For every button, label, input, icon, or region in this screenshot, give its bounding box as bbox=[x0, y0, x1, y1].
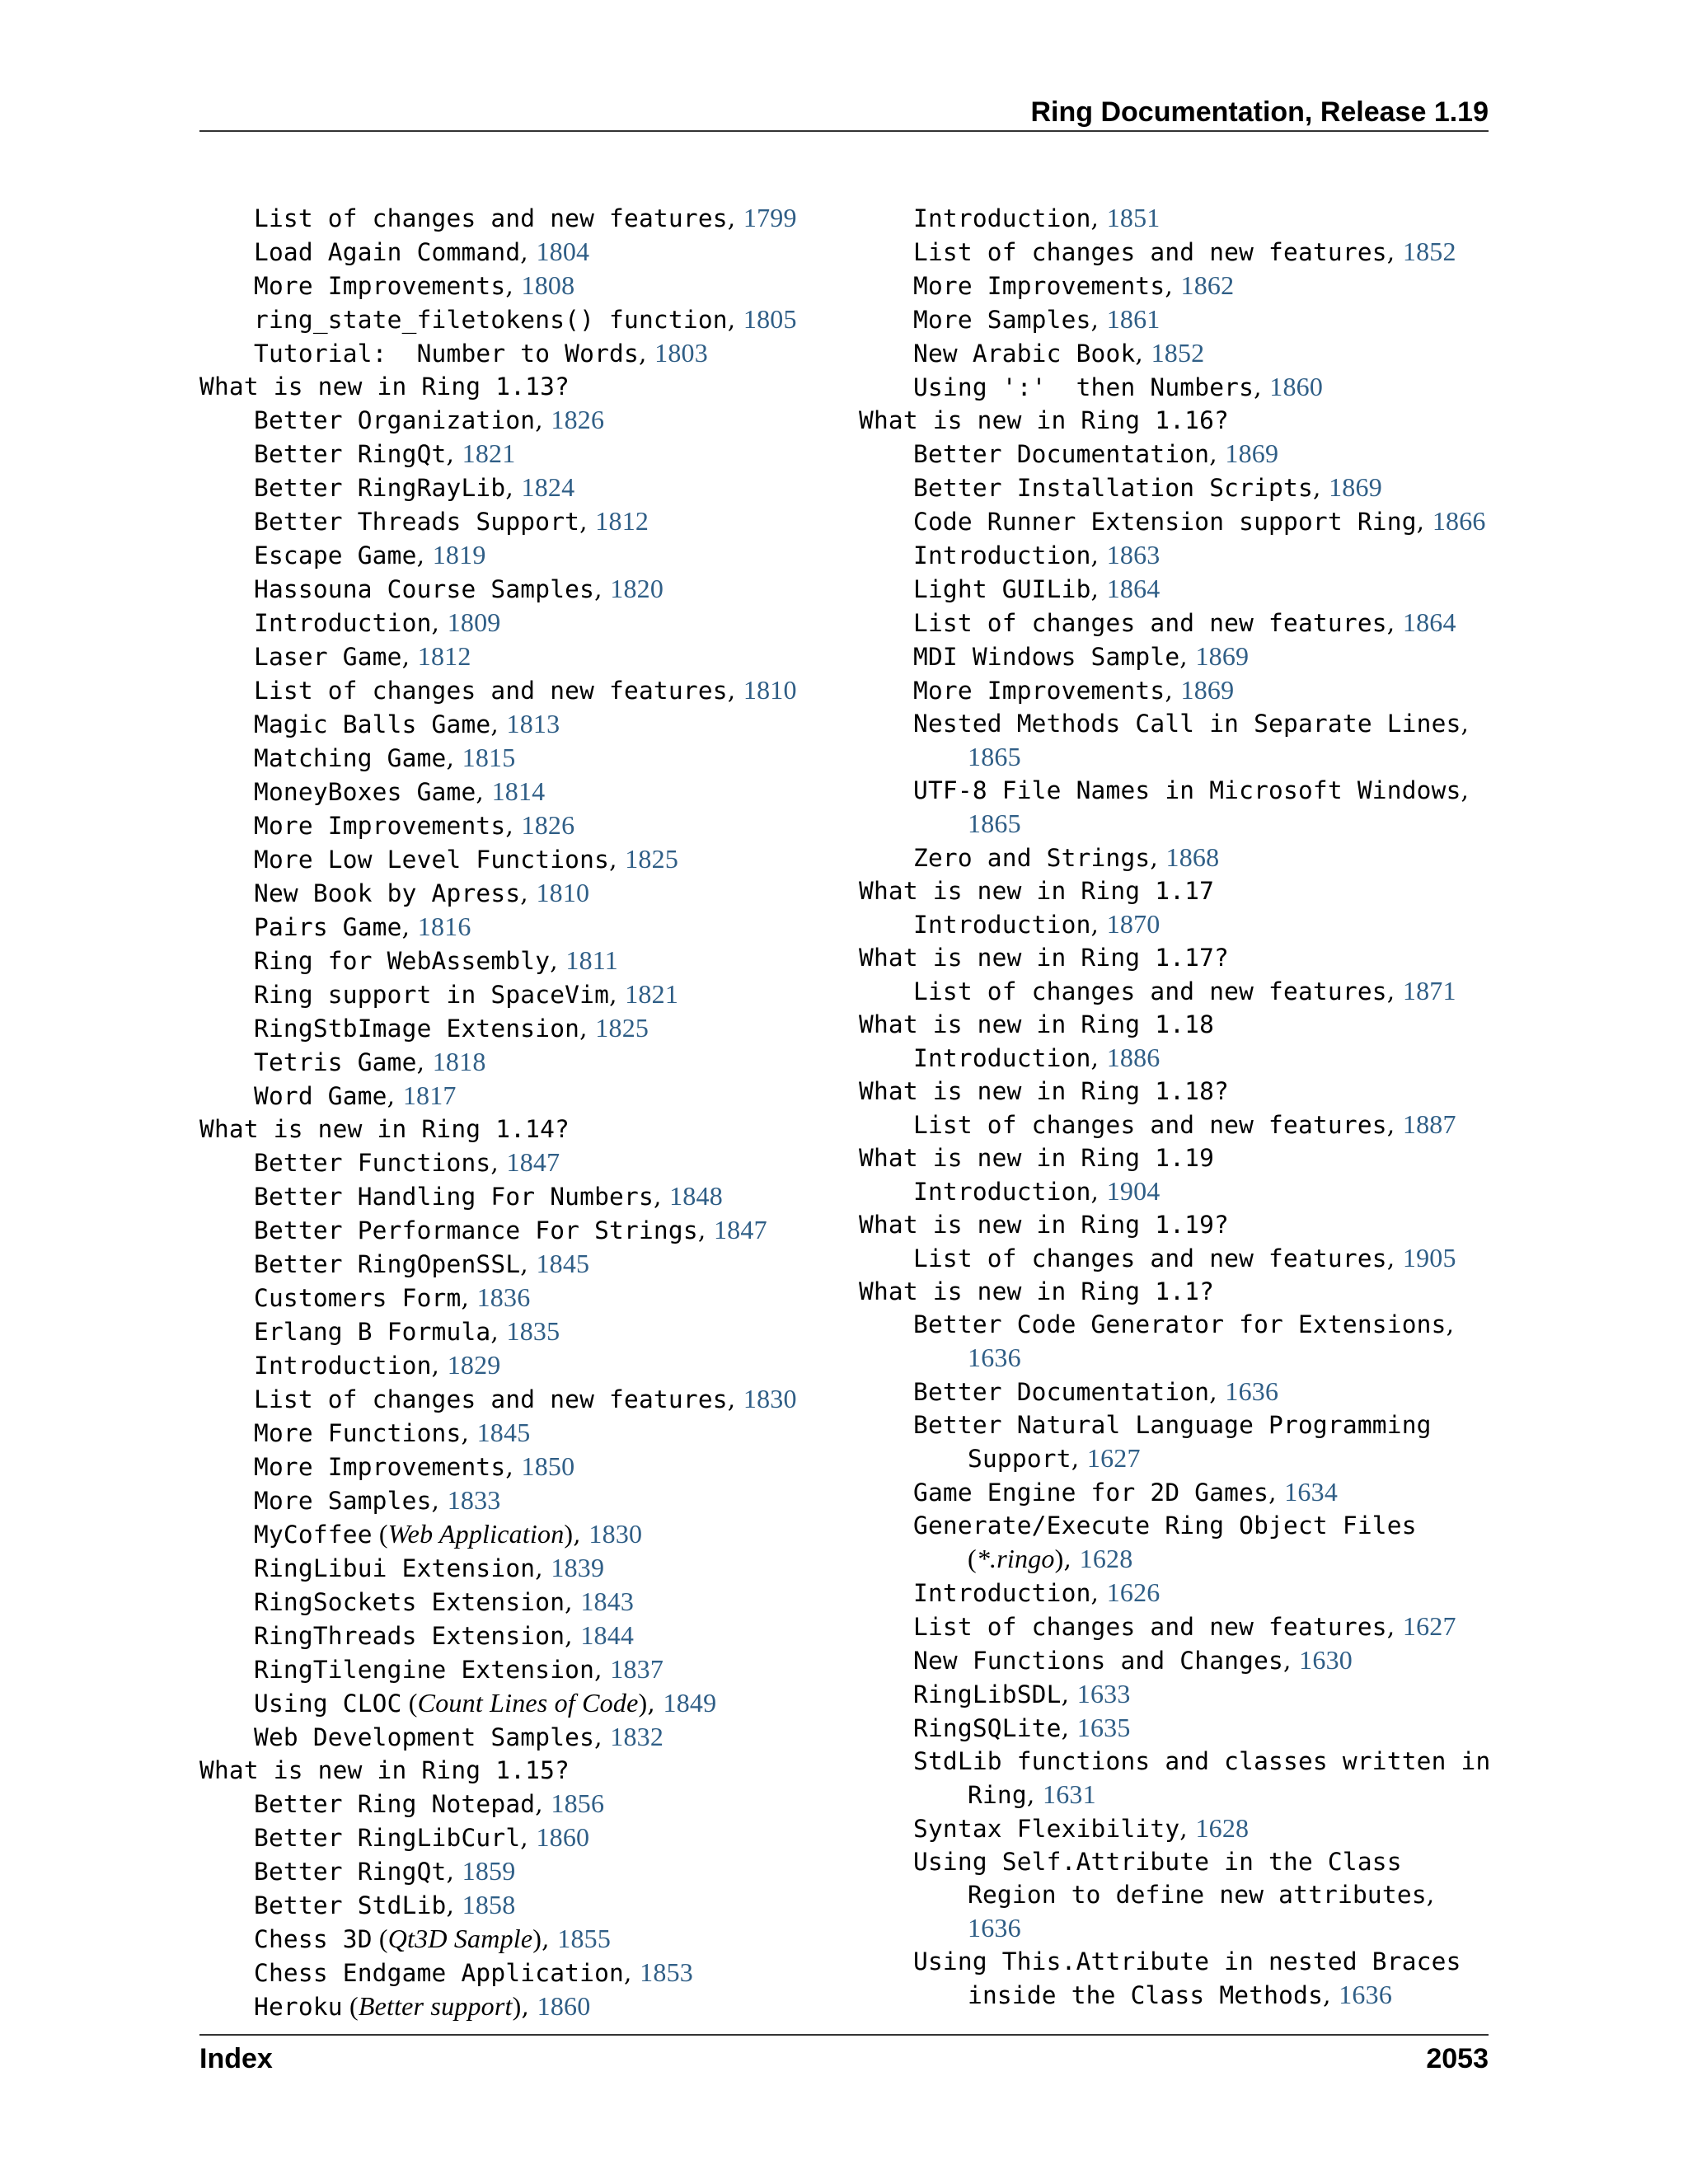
page-link[interactable]: 1865 bbox=[968, 742, 1021, 771]
index-entry: Introduction, 1626 bbox=[913, 1577, 1160, 1607]
index-entry: Generate/Execute Ring Object Files bbox=[913, 1511, 1417, 1540]
index-entry: More Functions, 1845 bbox=[254, 1418, 531, 1447]
page-link[interactable]: 1853 bbox=[640, 1957, 693, 1987]
index-heading: What is new in Ring 1.18 bbox=[859, 1010, 1215, 1038]
index-entry: More Samples, 1861 bbox=[913, 304, 1160, 334]
page-link[interactable]: 1626 bbox=[1106, 1577, 1160, 1607]
page-link[interactable]: 1636 bbox=[1225, 1376, 1279, 1406]
page-link[interactable]: 1825 bbox=[595, 1013, 649, 1043]
index-entry: Introduction, 1863 bbox=[913, 540, 1160, 569]
index-entry: List of changes and new features, 1799 bbox=[254, 203, 797, 232]
index-entry: List of changes and new features, 1905 bbox=[913, 1243, 1456, 1272]
page-link[interactable]: 1859 bbox=[462, 1856, 516, 1886]
page-link[interactable]: 1860 bbox=[537, 1991, 591, 2021]
index-entry: Light GUILib, 1864 bbox=[913, 574, 1160, 603]
page-link[interactable]: 1852 bbox=[1402, 237, 1456, 266]
index-entry: Introduction, 1851 bbox=[913, 203, 1160, 232]
index-entry: List of changes and new features, 1627 bbox=[913, 1611, 1456, 1641]
page-link[interactable]: 1810 bbox=[536, 878, 590, 907]
index-entry: Using CLOC (Count Lines of Code), 1849 bbox=[254, 1688, 717, 1718]
index-entry-continuation bbox=[859, 807, 1489, 841]
page-link[interactable]: 1871 bbox=[1402, 976, 1456, 1005]
page-link[interactable]: 1812 bbox=[595, 506, 649, 536]
page-link[interactable]: 1821 bbox=[462, 438, 516, 468]
index-entry: Introduction, 1809 bbox=[254, 607, 501, 637]
index-entry: Tetris Game, 1818 bbox=[254, 1047, 486, 1076]
index-entry: Using ':' then Numbers, 1860 bbox=[913, 372, 1324, 401]
page-link[interactable]: 1636 bbox=[968, 1343, 1021, 1372]
index-entry: ring_state_filetokens() function, 1805 bbox=[254, 304, 797, 334]
page-link[interactable]: 1869 bbox=[1195, 641, 1250, 671]
index-heading: What is new in Ring 1.17? bbox=[859, 944, 1230, 972]
page-link[interactable]: 1836 bbox=[476, 1282, 531, 1312]
index-entry: List of changes and new features, 1852 bbox=[913, 237, 1456, 266]
index-entry-continuation: inside the Class Methods, 1636 bbox=[968, 1980, 1393, 2009]
index-entry: Better Threads Support, 1812 bbox=[254, 506, 649, 536]
page-link[interactable]: 1799 bbox=[743, 203, 797, 232]
index-entry: Better StdLib, 1858 bbox=[254, 1890, 516, 1919]
page-link[interactable]: 1811 bbox=[565, 945, 618, 975]
index-entry-continuation: Ring, 1631 bbox=[968, 1779, 1096, 1809]
page-link[interactable]: 1845 bbox=[536, 1249, 590, 1278]
index-entry: New Arabic Book, 1852 bbox=[913, 338, 1205, 368]
index-heading: What is new in Ring 1.19 bbox=[859, 1144, 1215, 1172]
page-link[interactable]: 1808 bbox=[521, 270, 575, 300]
index-entry: UTF-8 File Names in Microsoft Windows, bbox=[913, 776, 1470, 804]
page-link[interactable]: 1818 bbox=[432, 1047, 486, 1076]
index-entry: Erlang B Formula, 1835 bbox=[254, 1316, 560, 1346]
index-entry: Syntax Flexibility, 1628 bbox=[913, 1813, 1250, 1843]
index-entry: Better Documentation, 1636 bbox=[913, 1376, 1279, 1406]
page-link[interactable]: 1810 bbox=[743, 675, 797, 705]
page-link[interactable]: 1814 bbox=[491, 776, 546, 806]
page-link[interactable]: 1843 bbox=[580, 1586, 635, 1616]
page-link[interactable]: 1634 bbox=[1284, 1477, 1339, 1507]
index-entry: Better Performance For Strings, 1847 bbox=[254, 1215, 767, 1244]
page-link[interactable]: 1826 bbox=[521, 810, 575, 840]
index-entry: New Book by Apress, 1810 bbox=[254, 878, 590, 907]
index-entry: Laser Game, 1812 bbox=[254, 641, 471, 671]
index-entry: List of changes and new features, 1830 bbox=[254, 1384, 797, 1413]
page-link[interactable]: 1905 bbox=[1402, 1243, 1456, 1272]
index-entry: Using Self.Attribute in the Class bbox=[913, 1848, 1402, 1876]
index-entry: List of changes and new features, 1864 bbox=[913, 607, 1456, 637]
header-rule bbox=[199, 130, 1489, 132]
index-entry: RingThreads Extension, 1844 bbox=[254, 1620, 635, 1650]
index-entry: StdLib functions and classes written in bbox=[913, 1747, 1491, 1775]
page-link[interactable]: 1904 bbox=[1106, 1176, 1160, 1206]
index-entry: Nested Methods Call in Separate Lines, bbox=[913, 710, 1470, 738]
index-entry: Load Again Command, 1804 bbox=[254, 237, 590, 266]
index-entry: Code Runner Extension support Ring, 1866 bbox=[913, 506, 1486, 536]
index-entry: Better RingRayLib, 1824 bbox=[254, 472, 575, 502]
index-entry-continuation bbox=[859, 1911, 1489, 1945]
page-link[interactable]: 1805 bbox=[743, 304, 797, 334]
page-link[interactable]: 1817 bbox=[402, 1080, 457, 1110]
page-link[interactable]: 1850 bbox=[521, 1451, 575, 1481]
index-entry: Pairs Game, 1816 bbox=[254, 912, 471, 941]
page-link[interactable]: 1627 bbox=[1402, 1611, 1456, 1641]
page-link[interactable]: 1832 bbox=[610, 1722, 664, 1751]
page-link[interactable]: 1825 bbox=[625, 844, 679, 874]
index-entry: Better RingQt, 1821 bbox=[254, 438, 516, 468]
page-link[interactable]: 1815 bbox=[462, 743, 516, 772]
index-heading: What is new in Ring 1.18? bbox=[859, 1077, 1230, 1105]
page-link[interactable]: 1869 bbox=[1329, 472, 1382, 502]
index-entry: Heroku (Better support), 1860 bbox=[254, 1991, 591, 2021]
page-link[interactable]: 1636 bbox=[1339, 1980, 1393, 2009]
page-link[interactable]: 1887 bbox=[1402, 1109, 1456, 1139]
index-entry: MoneyBoxes Game, 1814 bbox=[254, 776, 546, 806]
page-link[interactable]: 1868 bbox=[1165, 842, 1220, 872]
page-link[interactable]: 1631 bbox=[1043, 1779, 1096, 1809]
index-column-right bbox=[859, 201, 1489, 2012]
index-entry: Escape Game, 1819 bbox=[254, 540, 486, 569]
page-link[interactable]: 1858 bbox=[462, 1890, 516, 1919]
page-link[interactable]: 1824 bbox=[521, 472, 575, 502]
page-link[interactable]: 1628 bbox=[1079, 1544, 1133, 1573]
page-link[interactable]: 1870 bbox=[1106, 909, 1160, 939]
index-entry-continuation: (*.ringo), 1628 bbox=[968, 1544, 1133, 1573]
index-entry: Word Game, 1817 bbox=[254, 1080, 457, 1110]
page-link[interactable]: 1636 bbox=[968, 1913, 1021, 1943]
page-link[interactable]: 1821 bbox=[625, 979, 679, 1009]
index-heading: What is new in Ring 1.17 bbox=[859, 877, 1215, 905]
index-entry: Using This.Attribute in nested Braces bbox=[913, 1947, 1461, 1975]
index-entry: List of changes and new features, 1887 bbox=[913, 1109, 1456, 1139]
index-entry: Tutorial: Number to Words, 1803 bbox=[254, 338, 708, 368]
page-link[interactable]: 1847 bbox=[713, 1215, 767, 1244]
page-link[interactable]: 1863 bbox=[1106, 540, 1160, 569]
page-link[interactable]: 1635 bbox=[1076, 1713, 1131, 1742]
page-link[interactable]: 1861 bbox=[1106, 304, 1160, 334]
index-entry: Matching Game, 1815 bbox=[254, 743, 516, 772]
page-link[interactable]: 1862 bbox=[1180, 270, 1235, 300]
page-link[interactable]: 1848 bbox=[669, 1181, 723, 1211]
page-link[interactable]: 1847 bbox=[506, 1147, 560, 1177]
footer-rule bbox=[199, 2034, 1489, 2036]
index-entry-continuation: Region to define new attributes, bbox=[968, 1881, 1435, 1909]
index-entry: Better Organization, 1826 bbox=[254, 405, 605, 434]
page-link[interactable]: 1803 bbox=[654, 338, 708, 368]
page-link[interactable]: 1845 bbox=[476, 1418, 531, 1447]
running-header-title: Ring Documentation, Release 1.19 bbox=[1030, 96, 1489, 128]
index-heading: What is new in Ring 1.1? bbox=[859, 1277, 1215, 1305]
page-link[interactable]: 1839 bbox=[551, 1553, 605, 1582]
page-link[interactable]: 1851 bbox=[1106, 203, 1160, 232]
page-link[interactable]: 1866 bbox=[1432, 506, 1486, 536]
page-link[interactable]: 1855 bbox=[557, 1924, 612, 1953]
page-link[interactable]: 1835 bbox=[506, 1316, 560, 1346]
index-entry: Web Development Samples, 1832 bbox=[254, 1722, 664, 1751]
page-link[interactable]: 1812 bbox=[417, 641, 471, 671]
index-entry: More Improvements, 1808 bbox=[254, 270, 575, 300]
index-entry: Magic Balls Game, 1813 bbox=[254, 709, 560, 738]
page-link[interactable]: 1860 bbox=[1269, 372, 1324, 401]
index-entry: Better RingQt, 1859 bbox=[254, 1856, 516, 1886]
index-heading: What is new in Ring 1.16? bbox=[859, 406, 1230, 434]
index-entry: Chess Endgame Application, 1853 bbox=[254, 1957, 693, 1987]
page-link[interactable]: 1830 bbox=[588, 1519, 643, 1549]
index-entry: List of changes and new features, 1810 bbox=[254, 675, 797, 705]
page-link[interactable]: 1849 bbox=[663, 1688, 717, 1718]
page-link[interactable]: 1860 bbox=[536, 1822, 590, 1852]
index-entry: More Samples, 1833 bbox=[254, 1485, 501, 1515]
page-link[interactable]: 1826 bbox=[551, 405, 605, 434]
index-entry: More Improvements, 1862 bbox=[913, 270, 1235, 300]
page-link[interactable]: 1844 bbox=[580, 1620, 635, 1650]
index-entry: More Improvements, 1850 bbox=[254, 1451, 575, 1481]
index-entry: MDI Windows Sample, 1869 bbox=[913, 641, 1250, 671]
index-entry: Ring support in SpaceVim, 1821 bbox=[254, 979, 679, 1009]
index-entry: RingSockets Extension, 1843 bbox=[254, 1586, 635, 1616]
page-link[interactable]: 1804 bbox=[536, 237, 590, 266]
index-entry: Better Installation Scripts, 1869 bbox=[913, 472, 1382, 502]
index-entry: Hassouna Course Samples, 1820 bbox=[254, 574, 664, 603]
index-heading: What is new in Ring 1.14? bbox=[199, 1115, 570, 1143]
index-entry: List of changes and new features, 1871 bbox=[913, 976, 1456, 1005]
index-entry: More Improvements, 1826 bbox=[254, 810, 575, 840]
page-link[interactable]: 1864 bbox=[1106, 574, 1160, 603]
index-entry: Introduction, 1886 bbox=[913, 1043, 1160, 1072]
page-link[interactable]: 1627 bbox=[1086, 1443, 1141, 1473]
index-heading: What is new in Ring 1.13? bbox=[199, 373, 570, 401]
index-entry: Ring for WebAssembly, 1811 bbox=[254, 945, 618, 975]
index-entry: Better Functions, 1847 bbox=[254, 1147, 560, 1177]
index-entry: RingTilengine Extension, 1837 bbox=[254, 1654, 664, 1684]
page-link[interactable]: 1630 bbox=[1299, 1645, 1353, 1675]
page-link[interactable]: 1852 bbox=[1151, 338, 1205, 368]
index-entry: Better Handling For Numbers, 1848 bbox=[254, 1181, 723, 1211]
index-entry: RingSQLite, 1635 bbox=[913, 1713, 1131, 1742]
page-link[interactable]: 1837 bbox=[610, 1654, 664, 1684]
index-entry: Introduction, 1904 bbox=[913, 1176, 1160, 1206]
index-entry: Better Code Generator for Extensions, bbox=[913, 1310, 1455, 1338]
page-link[interactable]: 1816 bbox=[417, 912, 471, 941]
index-entry-continuation: Support, 1627 bbox=[968, 1443, 1141, 1473]
page-link[interactable]: 1820 bbox=[610, 574, 664, 603]
index-heading: What is new in Ring 1.15? bbox=[199, 1756, 570, 1784]
index-entry: RingLibui Extension, 1839 bbox=[254, 1553, 605, 1582]
page-link[interactable]: 1830 bbox=[743, 1384, 797, 1413]
page-link[interactable]: 1628 bbox=[1195, 1813, 1250, 1843]
index-entry: Chess 3D (Qt3D Sample), 1855 bbox=[254, 1924, 612, 1953]
page-link[interactable]: 1819 bbox=[432, 540, 486, 569]
index-entry: MyCoffee (Web Application), 1830 bbox=[254, 1519, 643, 1549]
page-link[interactable]: 1833 bbox=[447, 1485, 501, 1515]
footer-section-label: Index bbox=[199, 2043, 273, 2074]
page-link[interactable]: 1809 bbox=[447, 607, 501, 637]
page-link[interactable]: 1813 bbox=[506, 709, 560, 738]
page-link[interactable]: 1864 bbox=[1402, 607, 1456, 637]
index-entry: More Low Level Functions, 1825 bbox=[254, 844, 679, 874]
page-link[interactable]: 1829 bbox=[447, 1350, 501, 1380]
index-heading: What is new in Ring 1.19? bbox=[859, 1211, 1230, 1239]
page-link[interactable]: 1869 bbox=[1225, 438, 1279, 468]
index-entry: Introduction, 1870 bbox=[913, 909, 1160, 939]
index-entry: Customers Form, 1836 bbox=[254, 1282, 531, 1312]
index-entry-continuation bbox=[859, 740, 1489, 774]
index-entry: New Functions and Changes, 1630 bbox=[913, 1645, 1353, 1675]
page-link[interactable]: 1869 bbox=[1180, 675, 1235, 705]
footer-page-number: 2053 bbox=[1426, 2043, 1489, 2074]
index-entry: Better RingOpenSSL, 1845 bbox=[254, 1249, 590, 1278]
index-entry: Introduction, 1829 bbox=[254, 1350, 501, 1380]
index-entry: RingStbImage Extension, 1825 bbox=[254, 1013, 649, 1043]
index-entry: More Improvements, 1869 bbox=[913, 675, 1235, 705]
page-link[interactable]: 1856 bbox=[551, 1788, 605, 1818]
index-entry-continuation bbox=[859, 1341, 1489, 1375]
page-link[interactable]: 1865 bbox=[968, 808, 1021, 838]
index-entry: Better Natural Language Programming bbox=[913, 1411, 1432, 1439]
index-entry: Better Documentation, 1869 bbox=[913, 438, 1279, 468]
index-entry: Better Ring Notepad, 1856 bbox=[254, 1788, 605, 1818]
page-link[interactable]: 1633 bbox=[1076, 1679, 1131, 1708]
index-entry: Zero and Strings, 1868 bbox=[913, 842, 1220, 872]
index-entry: RingLibSDL, 1633 bbox=[913, 1679, 1131, 1708]
index-entry: Better RingLibCurl, 1860 bbox=[254, 1822, 590, 1852]
index-column-left bbox=[199, 201, 834, 2023]
page-link[interactable]: 1886 bbox=[1106, 1043, 1160, 1072]
index-entry: Game Engine for 2D Games, 1634 bbox=[913, 1477, 1339, 1507]
